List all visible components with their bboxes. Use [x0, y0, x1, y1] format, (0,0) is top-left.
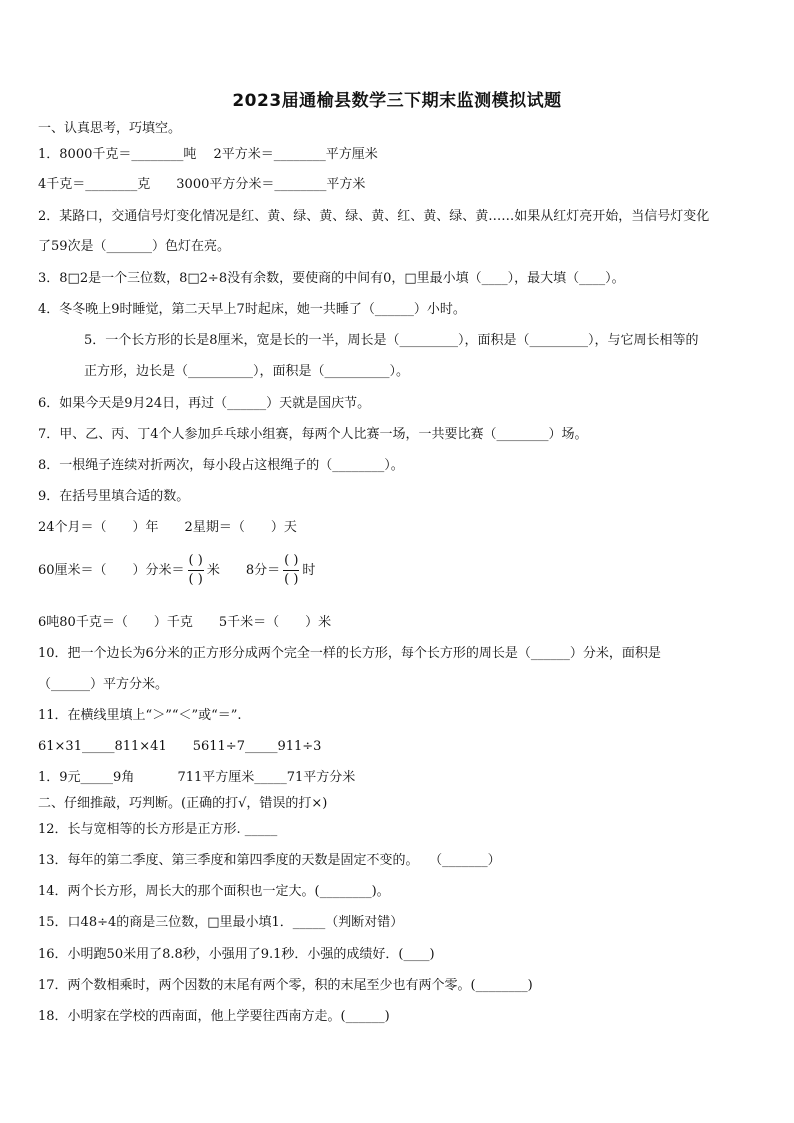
question-11-row-2: 1．9元_____9角 711平方厘米_____71平方分米 [38, 770, 356, 785]
question-1-line-2: 4千克＝________克 3000平方分米＝________平方米 [38, 177, 366, 192]
question-13: 13．每年的第二季度、第三季度和第四季度的天数是固定不变的。 （_______） [38, 853, 501, 868]
question-14: 14．两个长方形，周长大的那个面积也一定大。(________)。 [38, 884, 390, 899]
question-18: 18．小明家在学校的西南面，他上学要往西南方走。(______) [38, 1009, 390, 1024]
question-15: 15．口48÷4的商是三位数，□里最小填1．_____（判断对错） [38, 915, 404, 930]
question-9-row-2-part-2: 米 8分＝ [206, 563, 281, 578]
question-11: 11．在横线里填上“＞”“＜”或“＝”. [38, 708, 242, 723]
question-4: 4．冬冬晚上9时睡觉，第二天早上7时起床，她一共睡了（______）小时。 [38, 302, 466, 317]
fraction-blank-2 [283, 553, 299, 588]
question-5-line-2: 正方形，边长是（__________），面积是（__________）。 [84, 364, 410, 379]
question-9-row-2 [38, 553, 315, 588]
question-9-row-2-part-1: 60厘米＝（ ）分米＝ [38, 563, 185, 578]
question-17: 17．两个数相乘时，两个因数的末尾有两个零，积的末尾至少也有两个零。(________) [38, 978, 533, 993]
question-1-line-1: 1．8000千克＝________吨 2平方米＝________平方厘米 [38, 147, 378, 162]
question-8: 8．一根绳子连续对折两次，每小段占这根绳子的（________）。 [38, 458, 404, 473]
question-10-line-1: 10．把一个边长为6分米的正方形分成两个完全一样的长方形，每个长方形的周长是（______）分米，面积是 [38, 646, 661, 661]
question-9-row-2-part-3: 时 [302, 563, 316, 578]
fraction-denominator: ( ) [284, 572, 299, 587]
question-16: 16．小明跑50米用了8.8秒，小强用了9.1秒．小强的成绩好．(____) [38, 947, 435, 962]
question-9-row-3: 6吨80千克＝（ ）千克 5千米＝（ ）米 [38, 615, 332, 630]
section-heading-true-false: 二、仔细推敲，巧判断。(正确的打√，错误的打×) [38, 796, 328, 811]
question-5-line-1: 5．一个长方形的长是8厘米，宽是长的一半，周长是（_________），面积是（_________），与它周长相等的 [84, 333, 699, 348]
question-6: 6．如果今天是9月24日，再过（______）天就是国庆节。 [38, 396, 371, 411]
question-2-line-1: 2．某路口，交通信号灯变化情况是红、黄、绿、黄、绿、黄、红、黄、绿、黄……如果从红灯亮开始，当信号灯变化 [38, 209, 710, 224]
question-12: 12．长与宽相等的长方形是正方形. _____ [38, 822, 278, 837]
question-11-row-1: 61×31_____811×41 5611÷7_____911÷3 [38, 739, 322, 754]
fraction-numerator: ( ) [283, 553, 299, 571]
fraction-denominator: ( ) [188, 572, 203, 587]
question-9: 9．在括号里填合适的数。 [38, 489, 190, 504]
question-9-row-1: 24个月＝（ ）年 2星期＝（ ）天 [38, 520, 297, 535]
question-10-line-2: （______）平方分米。 [38, 677, 169, 692]
section-heading-fill-blank: 一、认真思考，巧填空。 [38, 121, 182, 136]
page-title: 2023届通榆县数学三下期末监测模拟试题 [232, 91, 562, 111]
fraction-blank-1 [188, 553, 204, 588]
question-2-line-2: 了59次是（_______）色灯在亮。 [38, 239, 231, 254]
fraction-numerator: ( ) [188, 553, 204, 571]
question-3: 3．8□2是一个三位数，8□2÷8没有余数，要使商的中间有0，□里最小填（____），最大填（____）。 [38, 271, 625, 286]
question-7: 7．甲、乙、丙、丁4个人参加乒乓球小组赛，每两个人比赛一场，一共要比赛（________）场。 [38, 427, 588, 442]
